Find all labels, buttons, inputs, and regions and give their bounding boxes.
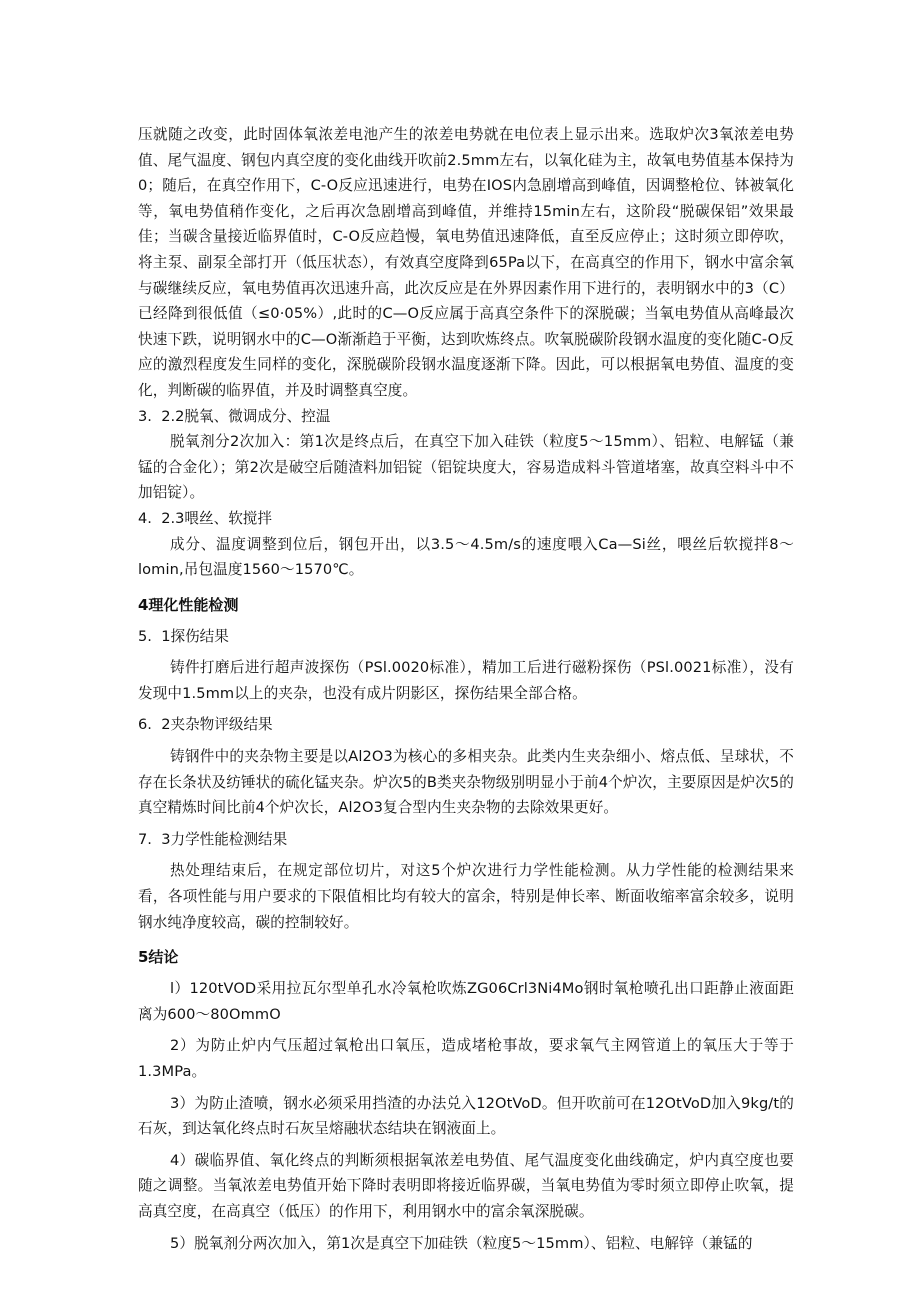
paragraph-decarburization: 压就随之改变，此时固体氧浓差电池产生的浓差电势就在电位表上显示出来。选取炉次3氧浓差电势值、尾气温度、钢包内真空度的变化曲线开吹前2.5mm左右，以氧化硅为主，故氧电势值基本保持为0；随后，在真空作用下，C-O反应迅速进行，电势在IOS内急剧增高到峰值，因调整枪位、钵被氧化等，氧电势值稍作变化，之后再次急剧增高到峰值，并维持15min左右，这阶段“脱碳保铝”效果最佳；当碳含量接近临界值时，C-O反应趋慢，氧电势值迅速降低，直至反应停止；这时须立即停吹，将主泵、副泵全部打开（低压状态），有效真空度降到65Pa以下，在高真空的作用下，钢水中富余氧与碳继续反应，氧电势值再次迅速升高，此次反应是在外界因素作用下进行的，表明钢水中的3（C）已经降到很低值（≤0·05%）,此时的C—O反应属于高真空条件下的深脱碳；当氧电势值从高峰最次快速下跌，说明钢水中的C—O渐渐趋于平衡，达到吹炼终点。吹氧脱碳阶段钢水温度的变化随C-O反应的激烈程度发生同样的变化，深脱碳阶段钢水温度逐渐下降。因此，可以根据氧电势值、温度的变化，判断碳的临界值，并及时调整真空度。 (138, 126, 794, 399)
conclusion-item-1: l）120tVOD采用拉瓦尔型单孔水冷氧枪吹炼ZG06Crl3Ni4Mo钢时氧枪喷孔出口距静止液面距离为600～80OmmO (138, 980, 794, 1023)
conclusion-item-3: 3）为防止渣喷，钢水必须采用挡渣的办法兑入12OtVoD。但开吹前可在12OtVoD加入9kg/t的石灰，到达氧化终点时石灰呈熔融状态结块在钢液面上。 (138, 1094, 794, 1138)
conclusion-item-5: 5）脱氧剂分两次加入，第1次是真空下加硅铁（粒度5～15mm）、铝粒、电解锌（兼锰的 (170, 1234, 753, 1252)
subheading-7-3: 7. 3力学性能检测结果 (138, 830, 288, 848)
paragraph-inclusions: 铸钢件中的夹杂物主要是以Al2O3为核心的多相夹杂。此类内生夹杂细小、熔点低、呈球状，不存在长条状及纺锤状的硫化锰夹杂。炉次5的B类夹杂物级别明显小于前4个炉次，主要原因是炉次5的真空精炼时间比前4个炉次长，Al2O3复合型内生夹杂物的去除效果更好。 (138, 748, 794, 817)
paragraph-mechanical: 热处理结束后，在规定部位切片，对这5个炉次进行力学性能检测。从力学性能的检测结果来看，各项性能与用户要求的下限值相比均有较大的富余，特别是伸长率、断面收缩率富余较多，说明钢水纯净度较高，碳的控制较好。 (138, 862, 794, 931)
paragraph-wire-feeding: 成分、温度调整到位后，钢包开出，以3.5～4.5m/s的速度喂入Ca—Si丝，喂丝后软搅拌8～lomin,吊包温度1560～1570℃。 (138, 535, 794, 579)
document-page (138, 122, 794, 1256)
section-heading-5: 5结论 (138, 948, 179, 967)
subheading-4-2-3: 4. 2.3喂丝、软搅拌 (138, 509, 272, 527)
subheading-6-2: 6. 2夹杂物评级结果 (138, 716, 273, 734)
section-heading-4: 4理化性能检测 (138, 595, 239, 614)
paragraph-flaw-detection: 铸件打磨后进行超声波探伤（PSl.0020标准），精加工后进行磁粉探伤（PSl.0021标准），没有发现中1.5mm以上的夹杂，也没有成片阴影区，探伤结果全部合格。 (138, 659, 794, 702)
conclusion-item-4: 4）碳临界值、氧化终点的判断须根据氧浓差电势值、尾气温度变化曲线确定，炉内真空度也要随之调整。当氧浓差电势值开始下降时表明即将接近临界碳，当氧电势值为零时须立即停止吹氧，提高真空度，在高真空（低压）的作用下，利用钢水中的富余氧深脱碳。 (138, 1151, 794, 1220)
paragraph-deoxidation: 脱氧剂分2次加入：第1次是终点后，在真空下加入硅铁（粒度5～15mm）、铝粒、电解锰（兼锰的合金化）；第2次是破空后随渣料加铝锭（铝锭块度大，容易造成料斗管道堵塞，故真空料斗中不加铝锭）。 (138, 433, 794, 502)
conclusion-item-2: 2）为防止炉内气压超过氧枪出口氧压，造成堵枪事故，要求氧气主网管道上的氧压大于等于1.3MPa。 (138, 1037, 794, 1080)
subheading-5-1: 5. 1探伤结果 (138, 627, 229, 645)
subheading-3-2-2: 3. 2.2脱氧、微调成分、控温 (138, 407, 331, 425)
